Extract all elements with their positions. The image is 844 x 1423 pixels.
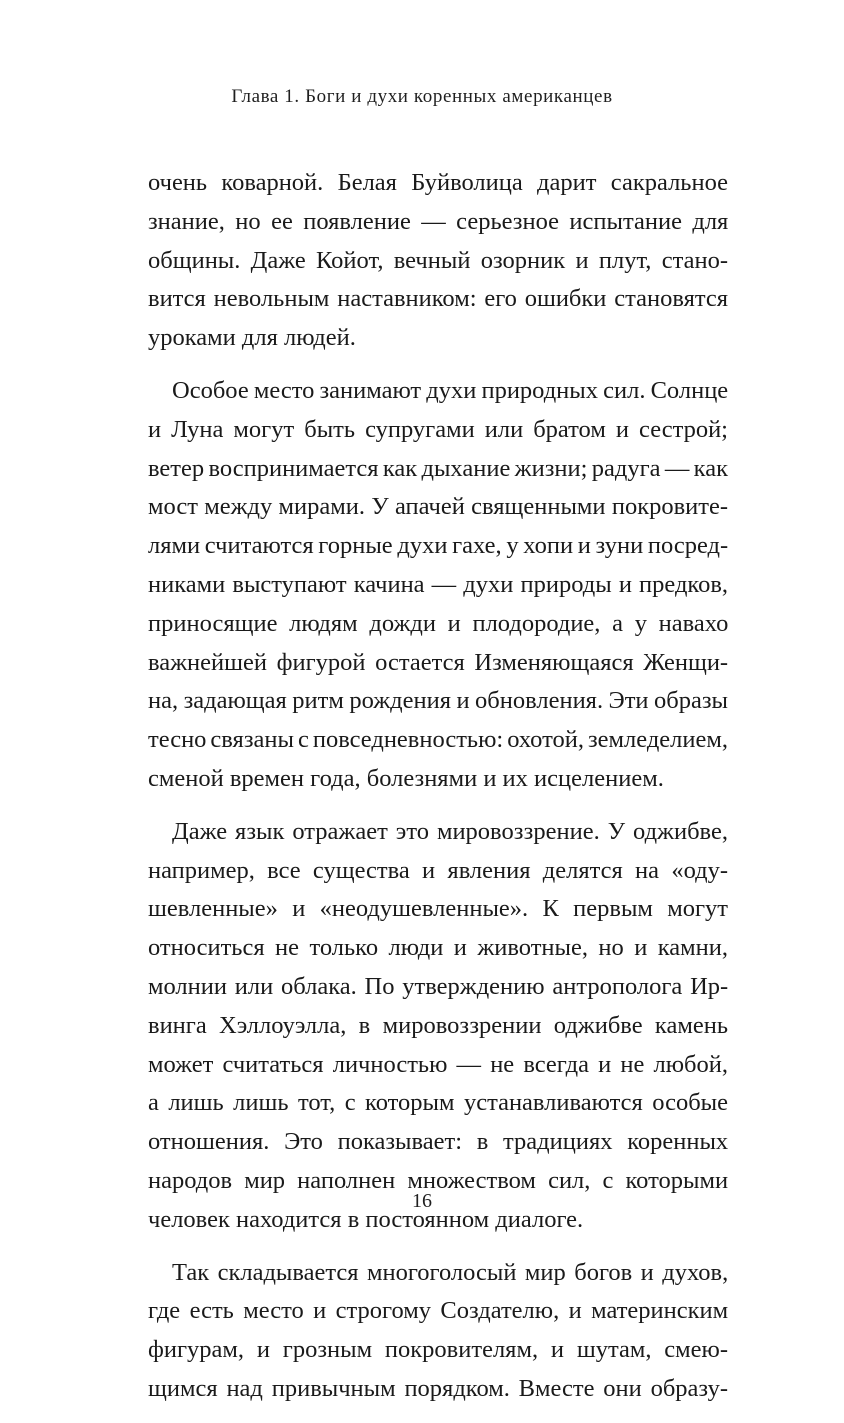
text-line: и Луна могут быть супругами или братом и сестрой;	[148, 415, 728, 443]
paragraph-4	[148, 1254, 728, 1409]
paragraph-2	[148, 372, 728, 799]
text-line: относиться не только люди и животные, но и камни,	[148, 934, 728, 962]
text-line: молнии или облака. По утверждению антрополога Ир-	[148, 972, 729, 1000]
text-line: ветер воспринимается как дыхание жизни; радуга — как	[148, 454, 728, 482]
paragraph-3	[148, 813, 728, 1240]
text-line: приносящие людям дожди и плодородие, а у навахо	[148, 609, 729, 637]
text-line: может считаться личностью — не всегда и не любой,	[148, 1050, 728, 1078]
text-line: отношения. Это показывает: в традициях коренных	[148, 1128, 729, 1156]
page-number: 16	[412, 1190, 432, 1212]
text-line: народов мир наполнен множеством сил, с которыми	[148, 1166, 729, 1194]
text-line: тесно связаны с повседневностью: охотой, земледелием,	[148, 726, 728, 754]
text-line: щимся над привычным порядком. Вместе они образу-	[148, 1374, 728, 1402]
text-line: человек находится в постоянном диалоге.	[148, 1205, 584, 1233]
text-line: важнейшей фигурой остается Изменяющаяся Женщи-	[148, 648, 729, 676]
body-text	[148, 164, 728, 1423]
text-line: сменой времен года, болезнями и их исцелением.	[148, 764, 664, 792]
text-line: шевленные» и «неодушевленные». К первым могут	[148, 895, 729, 923]
running-header: Глава 1. Боги и духи коренных американцев	[231, 86, 613, 107]
text-line: Так складывается многоголосый мир богов и духов,	[172, 1258, 729, 1286]
text-line: винга Хэллоуэлла, в мировоззрении оджибве камень	[148, 1011, 728, 1039]
text-line: знание, но ее появление — серьезное испытание для	[148, 207, 729, 235]
text-line: Особое место занимают духи природных сил. Солнце	[172, 376, 729, 404]
text-line: на, задающая ритм рождения и обновления. Эти образы	[148, 687, 728, 715]
text-line: уроками для людей.	[148, 324, 356, 352]
text-line: а лишь лишь тот, с которым устанавливаются особые	[148, 1089, 728, 1117]
paragraph-1	[148, 164, 728, 358]
text-line: никами выступают качина — духи природы и предков,	[148, 570, 729, 598]
text-line: лями считаются горные духи гахе, у хопи и зуни посред-	[148, 532, 729, 560]
text-line: фигурам, и грозным покровителям, и шутам, смею-	[148, 1336, 728, 1364]
text-line: Даже язык отражает это мировоззрение. У оджибве,	[172, 817, 728, 845]
text-line: вится невольным наставником: его ошибки становятся	[148, 285, 728, 313]
text-line: очень коварной. Белая Буйволица дарит сакральное	[148, 169, 729, 196]
text-line: общины. Даже Койот, вечный озорник и плут, стано-	[148, 246, 728, 274]
text-line: мост между мирами. У апачей священными покровите-	[148, 493, 729, 521]
text-line: где есть место и строгому Создателю, и материнским	[148, 1297, 729, 1325]
text-line: например, все существа и явления делятся на «оду-	[148, 856, 728, 884]
